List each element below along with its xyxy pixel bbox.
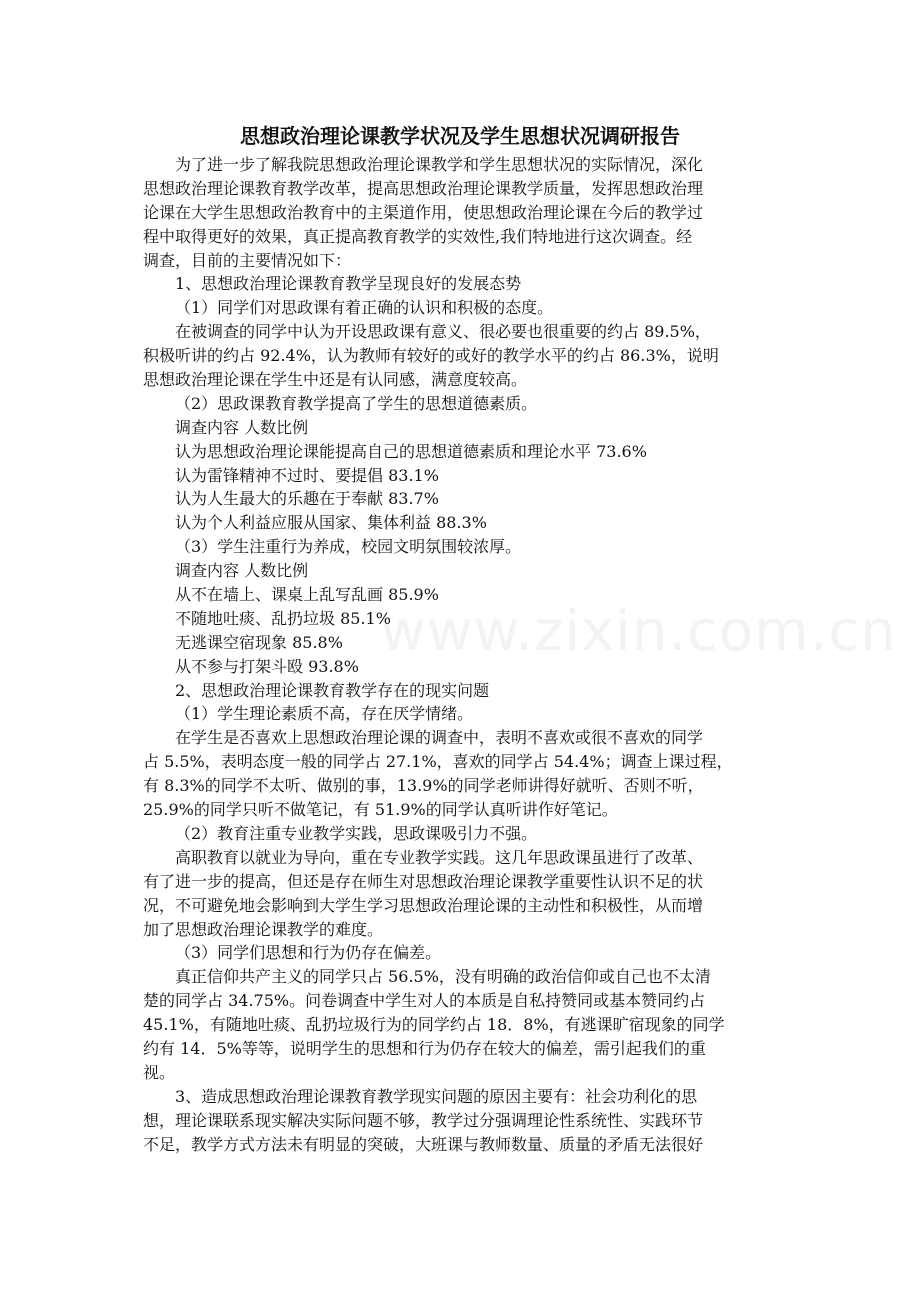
text-line: 在被调查的同学中认为开设思政课有意义、很必要也很重要的约占 89.5%，	[175, 322, 711, 342]
text-line: 无逃课空宿现象 85.8%	[175, 632, 343, 652]
text-line: 1、思想政治理论课教育教学呈现良好的发展态势	[175, 274, 522, 294]
text-line: 为了进一步了解我院思想政治理论课教学和学生思想状况的实际情况，深化	[175, 155, 704, 174]
watermark: www.zixin.com.cn	[380, 599, 897, 664]
document-body	[143, 153, 777, 1156]
text-line: 视。	[143, 1062, 176, 1082]
text-line: 认为个人利益应服从国家、集体利益 88.3%	[175, 513, 487, 533]
text-line: （2）教育注重专业教学实践，思政课吸引力不强。	[175, 823, 538, 843]
text-line: （3）学生注重行为养成，校园文明氛围较浓厚。	[175, 537, 522, 557]
text-line: 不随地吐痰、乱扔垃圾 85.1%	[175, 608, 391, 628]
text-line: 加了思想政治理论课教学的难度。	[143, 919, 384, 939]
text-line: 约有 14．5%等等，说明学生的思想和行为仍存在较大的偏差，需引起我们的重	[143, 1038, 706, 1058]
text-line: （3）同学们思想和行为仍存在偏差。	[175, 943, 442, 963]
text-line: 思想政治理论课教育教学改革，提高思想政治理论课教学质量，发挥思想政治理	[143, 178, 704, 198]
text-line: 认为雷锋精神不过时、要提倡 83.1%	[175, 465, 439, 485]
text-line: 2、思想政治理论课教育教学存在的现实问题	[175, 680, 490, 700]
text-line: 从不参与打架斗殴 93.8%	[175, 656, 359, 676]
text-line: 论课在大学生思想政治教育中的主渠道作用，使思想政治理论课在今后的教学过	[143, 202, 704, 222]
text-line: 积极听讲的约占 92.4%，认为教师有较好的或好的教学水平的约占 86.3%，说明	[143, 346, 719, 366]
text-line: （2）思政课教育教学提高了学生的思想道德素质。	[175, 393, 538, 413]
text-line: 25.9%的同学只听不做笔记，有 51.9%的同学认真听讲作好笔记。	[143, 800, 618, 820]
text-line: 高职教育以就业为导向，重在专业教学实践。这几年思政课虽进行了改革、	[175, 847, 704, 867]
text-line: 况，不可避免地会影响到大学生学习思想政治理论课的主动性和积极性，从而增	[143, 895, 704, 915]
text-line: 调查内容 人数比例	[175, 417, 309, 437]
text-line: 思想政治理论课在学生中还是有认同感，满意度较高。	[143, 370, 528, 390]
text-line: 想，理论课联系现实解决实际问题不够，教学过分强调理论性系统性、实践环节	[143, 1110, 704, 1130]
text-line: 在学生是否喜欢上思想政治理论课的调查中，表明不喜欢或很不喜欢的同学	[175, 728, 704, 748]
text-line: 认为人生最大的乐趣在于奉献 83.7%	[175, 489, 439, 509]
text-line: 楚的同学占 34.75%。问卷调查中学生对人的本质是自私持赞同或基本赞同约占	[143, 991, 706, 1011]
text-line: 程中取得更好的效果，真正提高教育教学的实效性,我们特地进行这次调查。经	[143, 226, 693, 246]
text-line: 有了进一步的提高，但还是存在师生对思想政治理论课教学重要性认识不足的状	[143, 871, 704, 891]
text-line: 有 8.3%的同学不太听、做别的事，13.9%的同学老师讲得好就听、否则不听，	[143, 776, 704, 796]
text-line: 调查内容 人数比例	[175, 561, 309, 581]
text-line: （1）同学们对思政课有着正确的认识和积极的态度。	[175, 298, 554, 318]
text-line: 3、造成思想政治理论课教育教学现实问题的原因主要有：社会功利化的思	[175, 1086, 698, 1106]
page-title: 思想政治理论课教学状况及学生思想状况调研报告	[240, 124, 680, 148]
text-line: 调查，目前的主要情况如下：	[143, 250, 352, 270]
text-line: 真正信仰共产主义的同学只占 56.5%，没有明确的政治信仰或自己也不太清	[175, 967, 711, 987]
text-line: （1）学生理论素质不高，存在厌学情绪。	[175, 704, 474, 724]
text-line: 45.1%，有随地吐痰、乱扔垃圾行为的同学约占 18．8%，有逃课旷宿现象的同学	[143, 1015, 725, 1035]
text-line: 认为思想政治理论课能提高自己的思想道德素质和理论水平 73.6%	[175, 441, 647, 461]
text-line: 不足，教学方式方法未有明显的突破，大班课与教师数量、质量的矛盾无法很好	[143, 1134, 704, 1154]
text-line: 占 5.5%，表明态度一般的同学占 27.1%，喜欢的同学占 54.4%；调查上课过程，	[143, 752, 733, 772]
text-line: 从不在墙上、课桌上乱写乱画 85.9%	[175, 585, 439, 605]
